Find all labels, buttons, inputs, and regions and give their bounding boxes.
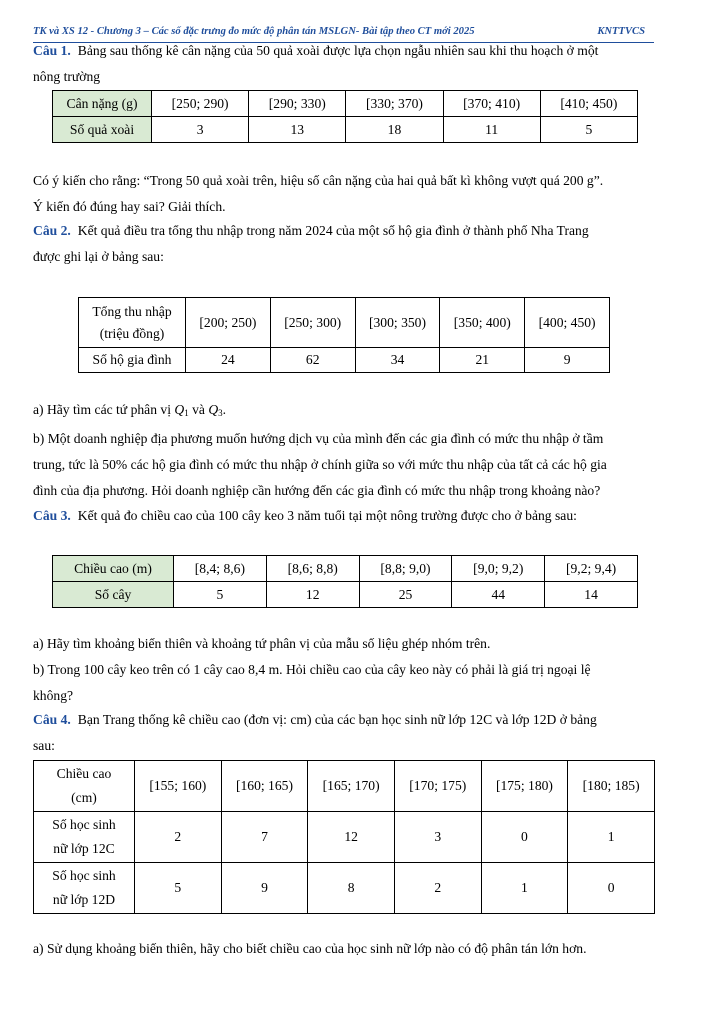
table-cell: 12: [266, 582, 359, 608]
table-cell: 13: [249, 117, 346, 143]
table-header-cell: Số cây: [53, 582, 174, 608]
table-cell: 7: [221, 812, 308, 863]
table-cell: [290; 330): [249, 91, 346, 117]
table-cell: [350; 400): [440, 298, 525, 348]
table-cell: [180; 185): [568, 761, 655, 812]
quartile-subscript: 3: [218, 408, 223, 418]
quartile-symbol: Q: [208, 402, 219, 417]
table-row: [34, 761, 655, 812]
table-row: [79, 348, 610, 373]
question-3-text: Kết quả đo chiều cao của 100 cây keo 3 năm tuổi tại một nông trường được cho ở bảng sau:: [77, 508, 577, 523]
table-cell: 5: [135, 863, 222, 914]
table-cell: 12: [308, 812, 395, 863]
question-4-text-cont: sau:: [33, 738, 55, 753]
table-header-line: Số học sinh: [52, 868, 116, 883]
table-row: [53, 117, 638, 143]
table-header-cell: [34, 761, 135, 812]
question-1-text: Bảng sau thống kê cân nặng của 50 quả xoài được lựa chọn ngẫu nhiên sau khi thu hoạch ở một: [77, 43, 599, 58]
table-row: [34, 863, 655, 914]
table-header-cell: [34, 863, 135, 914]
table-header-line: (triệu đồng): [99, 325, 165, 341]
table-cell: 3: [152, 117, 249, 143]
table-cell: 5: [174, 582, 267, 608]
quartile-symbol: Q: [174, 402, 185, 417]
part-a-text: a) Hãy tìm các tứ phân vị: [33, 402, 175, 417]
table-cell: [9,2; 9,4): [545, 556, 638, 582]
table-cell: [160; 165): [221, 761, 308, 812]
table-cell: [8,4; 8,6): [174, 556, 267, 582]
table-cell: 21: [440, 348, 525, 373]
question-1-followup: [33, 168, 655, 220]
table-cell: [330; 370): [346, 91, 443, 117]
table-cell: [300; 350): [355, 298, 440, 348]
question-2-text: Kết quả điều tra tổng thu nhập trong năm 2024 của một số hộ gia đình ở thành phố Nha Trang: [77, 223, 589, 238]
table-row: [79, 298, 610, 348]
table-cell: 25: [359, 582, 452, 608]
table-cell: 0: [568, 863, 655, 914]
table-cell: 2: [394, 863, 481, 914]
question-4-text: Bạn Trang thống kê chiều cao (đơn vị: cm) của các bạn học sinh nữ lớp 12C và lớp 12D ở bảng: [77, 712, 597, 727]
table-q2: [78, 297, 610, 373]
table-header-cell: Số quả xoài: [53, 117, 152, 143]
table-cell: 18: [346, 117, 443, 143]
table-row: [53, 556, 638, 582]
question-1-claim: Có ý kiến cho rằng: “Trong 50 quả xoài trên, hiệu số cân nặng của hai quả bất kì không vượt quá 200 g”.: [33, 173, 604, 188]
part-a-line: a) Hãy tìm khoảng biến thiên và khoảng tứ phân vị của mẫu số liệu ghép nhóm trên.: [33, 636, 491, 651]
question-3: [33, 503, 655, 529]
table-header-line: (cm): [71, 790, 97, 805]
table-cell: 8: [308, 863, 395, 914]
table-cell: [165; 170): [308, 761, 395, 812]
table-cell: 62: [270, 348, 355, 373]
question-4-part-a: [33, 936, 655, 962]
question-2-part-b: [33, 426, 655, 504]
question-1-label: Câu 1.: [33, 43, 71, 58]
table-cell: 2: [135, 812, 222, 863]
conjunction-text: và: [188, 402, 209, 417]
part-b-line: b) Trong 100 cây keo trên có 1 cây cao 8,4 m. Hỏi chiều cao của cây keo này có phải là giá trị ngoại lệ: [33, 662, 591, 677]
question-4-label: Câu 4.: [33, 712, 71, 727]
period-text: .: [222, 402, 227, 417]
table-cell: [8,6; 8,8): [266, 556, 359, 582]
table-cell: [250; 290): [152, 91, 249, 117]
table-cell: 3: [394, 812, 481, 863]
table-cell: [9,0; 9,2): [452, 556, 545, 582]
table-header-cell: Số hộ gia đình: [79, 348, 186, 373]
question-3-label: Câu 3.: [33, 508, 71, 523]
table-q3: [52, 555, 638, 608]
question-2-text-cont: được ghi lại ở bảng sau:: [33, 249, 164, 264]
table-row: [34, 812, 655, 863]
table-cell: [250; 300): [270, 298, 355, 348]
part-a-line: a) Sử dụng khoảng biến thiên, hãy cho biết chiều cao của học sinh nữ lớp nào có độ phân tán lớn hơn.: [33, 941, 587, 956]
part-b-line: không?: [33, 688, 74, 703]
table-cell: [8,8; 9,0): [359, 556, 452, 582]
table-cell: 11: [443, 117, 540, 143]
table-cell: 0: [481, 812, 568, 863]
table-cell: 1: [481, 863, 568, 914]
table-cell: 1: [568, 812, 655, 863]
question-2-part-a: [33, 397, 655, 426]
table-cell: 9: [525, 348, 610, 373]
question-2: [33, 218, 655, 270]
table-cell: 34: [355, 348, 440, 373]
question-2-label: Câu 2.: [33, 223, 71, 238]
table-cell: [155; 160): [135, 761, 222, 812]
table-q4: [33, 760, 655, 914]
table-cell: [400; 450): [525, 298, 610, 348]
table-cell: [170; 175): [394, 761, 481, 812]
part-b-line: đình của địa phương. Hỏi doanh nghiệp cần hướng đến các gia đình có mức thu nhập trong khoảng nào?: [33, 483, 601, 498]
quartile-subscript: 1: [184, 408, 189, 418]
header-title: TK và XS 12 - Chương 3 – Các số đặc trưng đo mức độ phân tán MSLGN- Bài tập theo CT mới 2025: [33, 26, 475, 37]
table-header-line: nữ lớp 12C: [53, 841, 115, 856]
part-b-line: b) Một doanh nghiệp địa phương muốn hướng dịch vụ của mình đến các gia đình có mức thu nhập ở tầm: [33, 431, 604, 446]
table-cell: [410; 450): [540, 91, 637, 117]
table-cell: [175; 180): [481, 761, 568, 812]
table-header-line: Số học sinh: [52, 817, 116, 832]
table-cell: 24: [186, 348, 271, 373]
question-4: [33, 707, 655, 759]
table-cell: 9: [221, 863, 308, 914]
question-3-parts: [33, 631, 655, 709]
table-header-line: Tổng thu nhập: [92, 303, 172, 319]
table-header-cell: Cân nặng (g): [53, 91, 152, 117]
table-row: [53, 582, 638, 608]
header-code: KNTTVCS: [597, 26, 645, 37]
table-q1: [52, 90, 638, 143]
table-header-cell: [79, 298, 186, 348]
question-1: [33, 38, 655, 90]
table-header-line: Chiều cao: [56, 766, 112, 781]
table-cell: 14: [545, 582, 638, 608]
part-b-line: trung, tức là 50% các hộ gia đình có mức thu nhập ở chính giữa so với mức thu nhập của tất cả các hộ gia: [33, 457, 607, 472]
table-cell: 44: [452, 582, 545, 608]
table-row: [53, 91, 638, 117]
table-header-line: nữ lớp 12D: [52, 892, 116, 907]
table-cell: 5: [540, 117, 637, 143]
table-header-cell: Chiều cao (m): [53, 556, 174, 582]
question-1-ask: Ý kiến đó đúng hay sai? Giải thích.: [33, 199, 226, 214]
table-header-cell: [34, 812, 135, 863]
table-cell: [370; 410): [443, 91, 540, 117]
table-cell: [200; 250): [186, 298, 271, 348]
question-1-text-cont: nông trường: [33, 69, 101, 84]
